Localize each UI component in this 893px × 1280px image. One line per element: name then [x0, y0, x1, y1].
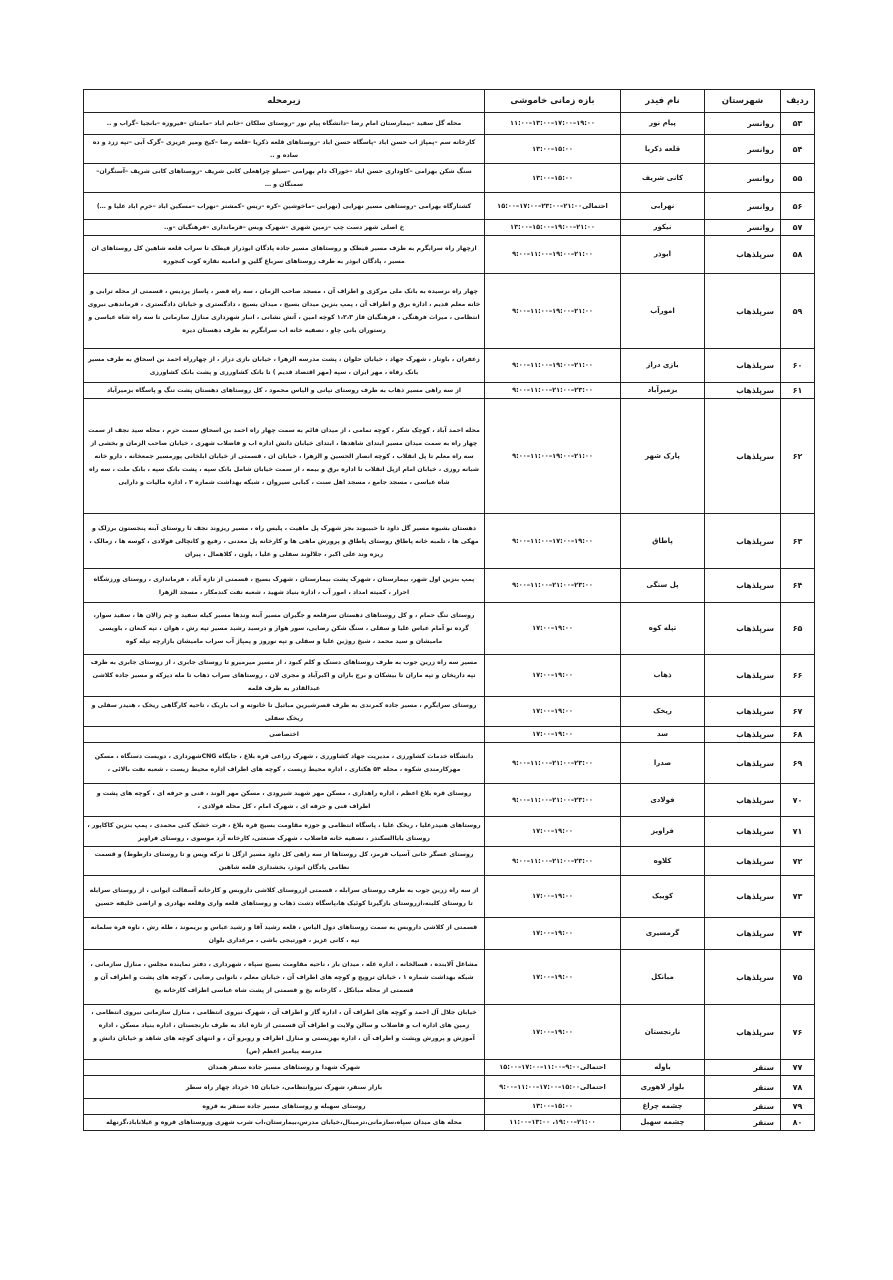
- table-row: [84, 1115, 815, 1131]
- time-range-cell: ۱۵:۰۰–۱۳:۰۰: [485, 1099, 621, 1115]
- time-range-cell: ۱۹:۰۰–۱۷:۰۰: [485, 1005, 621, 1060]
- city-cell: روانسر: [705, 135, 781, 164]
- time-range-cell: ۱۹:۰۰–۱۷:۰۰: [485, 697, 621, 727]
- feeder-cell: سد: [621, 727, 705, 743]
- city-cell: سنقر: [705, 1115, 781, 1131]
- outage-schedule-table: [83, 89, 815, 1131]
- table-row: [84, 569, 815, 603]
- feeder-cell: بازی دراز: [621, 349, 705, 383]
- area-cell: دانشگاه خدمات کشاورزی ، مدیریت جهاد کشاورزی ، شهرک زراعی قره بلاغ ، جایگاه CNGشهرداری ، دویست دستگاه ، مسکن مهرکارمندی شکوه ، محله ۵۴ هکتاری ، اداره محیط زیست ، کوچه های اطراف اداره محیط زیست ، شعبه نفت بالائی ،: [84, 743, 485, 784]
- time-range-cell: ۱۹:۰۰–۱۷:۰۰–۱۳:۰۰–۱۱:۰۰: [485, 113, 621, 135]
- city-cell: سرپلذهاب: [705, 399, 781, 514]
- feeder-cell: پل سنگی: [621, 569, 705, 603]
- feeder-cell: بلوار لاهوری: [621, 1076, 705, 1099]
- row-number: ۶۷: [781, 697, 815, 727]
- outage-schedule-page: [83, 89, 814, 1131]
- table-row: [84, 1005, 815, 1060]
- feeder-cell: امورآب: [621, 274, 705, 349]
- row-number: ۶۰: [781, 349, 815, 383]
- table-row: [84, 743, 815, 784]
- row-number: ۶۲: [781, 399, 815, 514]
- area-cell: شهرک شهدا و روستاهای مسیر جاده سنقر همدان: [84, 1060, 485, 1076]
- table-row: [84, 847, 815, 876]
- time-range-cell: ۲۳:۰۰–۲۱:۰۰–۱۱:۰۰–۹:۰۰: [485, 383, 621, 399]
- row-number: ۵۸: [781, 236, 815, 274]
- table-row: [84, 950, 815, 1005]
- row-number: ۶۴: [781, 569, 815, 603]
- feeder-cell: فولادی: [621, 784, 705, 817]
- feeder-cell: صدرا: [621, 743, 705, 784]
- area-cell: محله گل سفید –بیمارستان امام رضا –دانشگاه پیام نور –روستای سلکان –خانم اباد –مامتان –فیروزه –بانجیا –گراب و ..: [84, 113, 485, 135]
- feeder-cell: ذهاب: [621, 655, 705, 697]
- row-number: ۸۰: [781, 1115, 815, 1131]
- area-cell: روستای قره بلاغ اعظم ، اداره راهداری ، مسکن مهر شهید شیرودی ، مسکن مهر الوند ، فنی و حرفه ای ، کوچه های پشت و اطراف فنی و حرفه ای ، شهرک امام ، کل محله فولادی ،: [84, 784, 485, 817]
- table-row: [84, 349, 815, 383]
- area-cell: روستای سهبله و روستاهای مسیر جاده سنقر به قروه: [84, 1099, 485, 1115]
- table-row: [84, 697, 815, 727]
- table-row: [84, 784, 815, 817]
- table-row: [84, 383, 815, 399]
- area-cell: روستای عسگر خانی آسیاب قرمز، کل روستاها از سه راهی کل داود مسیر ازگل تا ترکه ویس و تا روستای دارطوط) و قسمت نظامی پادگان ابوذر، بخشداری قلعه شاهین: [84, 847, 485, 876]
- city-cell: سرپلذهاب: [705, 847, 781, 876]
- row-number: ۷۵: [781, 950, 815, 1005]
- header-num: ردیف: [781, 90, 815, 113]
- city-cell: سنقر: [705, 1076, 781, 1099]
- feeder-cell: کانی شریف: [621, 164, 705, 193]
- table-row: [84, 399, 815, 514]
- table-row: [84, 918, 815, 950]
- area-cell: محله های میدان سپاه،سازمانی،ترمینال،خیابان مدرس،بیمارستان،اب شرب شهری وروستاهای قروه و غیلاناباد،گزنهله: [84, 1115, 485, 1131]
- time-range-cell: ۲۳:۰۰–۲۱:۰۰–۱۱:۰۰–۹:۰۰: [485, 847, 621, 876]
- area-cell: بازار سنقر، شهرک نیروانتظامی، خیابان ۱۵ خرداد چهار راه سطر: [84, 1076, 485, 1099]
- feeder-cell: فراویز: [621, 817, 705, 847]
- feeder-cell: چشمه چراغ: [621, 1099, 705, 1115]
- area-cell: روستای تنگ حمام ، و کل روستاهای دهستان سرقلعه و جگیران مسیر آبنه وندها مسیر کیله سفید و چم زالان ها ، سفید سوار، گرده نو آمام عباس علیا و سفلی ، سنگ شکن رضایی، سور هوار و درسید رشید مسیر تپه رش ، هوان ، تپه کنعان ، باویسی مامیشان و سید محمد ، شیخ روژین علیا و سفلی و تپه نوروز و پمپاژ آب سراب مامیشان بازارچه تپله کوه: [84, 603, 485, 655]
- city-cell: سرپلذهاب: [705, 817, 781, 847]
- time-range-cell: احتمالی۲۱:۰۰–۲۳:۰۰–۱۷:۰۰–۱۵:۰۰: [485, 193, 621, 220]
- area-cell: خیابان جلال آل احمد و کوچه های اطراف آن ، اداره گاز و اطراف آن ، شهرک نیروی انتظامی ، منازل سازمانی نیروی انتظامی ، زمین های اداره اب و فاضلاب و سالن ولایت و اطراف آن قسمتی از تازه اباد به طرف نارنجستان ، اداره بنیاد مسکن ، اداره آموزش و پرورش وپشت و اطراف آن ، اداره بهزیستی و منازل اطراف و روبرو آن ، و انتهای کوچه های شاهد و خیابان دانش و مدرسه پیامبر اعظم (ص): [84, 1005, 485, 1060]
- feeder-cell: کوییک: [621, 876, 705, 918]
- city-cell: سرپلذهاب: [705, 876, 781, 918]
- time-range-cell: ۲۱:۰۰–۱۹:۰۰–۱۱:۰۰–۹:۰۰: [485, 399, 621, 514]
- area-cell: خ اصلی شهر دست چپ –زمین شهری –شهرک ویس –فرمانداری –فرهنگیان –و..: [84, 220, 485, 236]
- city-cell: سرپلذهاب: [705, 569, 781, 603]
- table-row: [84, 727, 815, 743]
- feeder-cell: پارک شهر: [621, 399, 705, 514]
- area-cell: پمپ بنزین اول شهر، بیمارستان ، شهرک پشت بیمارستان ، شهرک بسیج ، قسمتی از تازه آباد ، فرمانداری ، روستای ورزشگاه احرار ، کمیته امداد ، امور آب ، اداره بنیاد شهید ، شعبه نفت کندمکار ، مسجد الزهرا: [84, 569, 485, 603]
- time-range-cell: ۲۱:۰۰–۱۹:۰۰–۱۵:۰۰–۱۳:۰۰: [485, 220, 621, 236]
- area-cell: زعفران ، باونار ، شهرک جهاد ، خیابان حلوان ، پشت مدرسه الزهرا ، خیابان بازی دراز ، از چهارراه احمد بن اسحاق به طرف مسیر بانک رفاه ، مهر ایران ، سپه (مهر اقتصاد قدیم ) تا بانک کشاورزی و پشت بانک کشاورزی: [84, 349, 485, 383]
- city-cell: سرپلذهاب: [705, 950, 781, 1005]
- table-row: [84, 1076, 815, 1099]
- area-cell: مشاغل آلاینده ، قسالخانه ، اداره غله ، میدان بار ، ناحیه مقاومت بسیج سپاه ، شهرداری ، دفتر نماینده مجلس ، منازل سازمانی ، شبکه بهداشت شماره ۱ ، خیابان ترویج و کوچه های اطراف آن ، خیابان معلم ، نانوایی رضایی ، کوچه های پشت و اطراف آن و قسمتی از محله مبانکل ، کارخانه یخ و قسمتی از پشت شاه عباسی اطراف کارخانه یخ: [84, 950, 485, 1005]
- area-cell: دهستان بشیوه مسیر گل داود تا حبیبوند بجز شهرک پل ماهیت ، پلیس راه ، مسیر ریزوند نجف تا روستای آبنه پنجستون برزلک و مهکی ها ، تلمبه خانه پاطاق روستای پاطاق و پرورش ماهی ها و کارخانه پل معدنی ، رفیع و کانچالی فولادی ، کوسه ها ، زمالک ، ریزه وند علی اکبر ، جلالوند سفلی و علیا ، پلون ، کلاهمال ، پیران: [84, 514, 485, 569]
- table-row: [84, 603, 815, 655]
- feeder-cell: مبانکل: [621, 950, 705, 1005]
- time-range-cell: ۱۹:۰۰–۱۷:۰۰: [485, 817, 621, 847]
- time-range-cell: ۲۱:۰۰–۱۹:۰۰–۱۱:۰۰–۹:۰۰: [485, 236, 621, 274]
- row-number: ۷۱: [781, 817, 815, 847]
- feeder-cell: گرمسیری: [621, 918, 705, 950]
- city-cell: روانسر: [705, 193, 781, 220]
- area-cell: سنگ شکن بهرامی –کاوداری حسن اباد –خوراک دام بهرامی –سیلو چراهعلی کانی شریف –روستاهای کانی شریف –آسنگران– سمنگان و …: [84, 164, 485, 193]
- area-cell: ازچهار راه سرابگرم به طرف مسیر قیطک و روستاهای مسیر جاده پادگان ابوذراز قیطک تا سراب قلعه شاهین کل روستاهای ان مسیر ، پادگان ابوذر به طرف روستاهای سرباغ گلین و امامیه نقاره کوب کنجوره: [84, 236, 485, 274]
- city-cell: سرپلذهاب: [705, 655, 781, 697]
- table-row: [84, 220, 815, 236]
- row-number: ۷۸: [781, 1076, 815, 1099]
- row-number: ۶۶: [781, 655, 815, 697]
- feeder-cell: بزمیرآباد: [621, 383, 705, 399]
- row-number: ۷۷: [781, 1060, 815, 1076]
- city-cell: سرپلذهاب: [705, 603, 781, 655]
- feeder-cell: کلاوه: [621, 847, 705, 876]
- row-number: ۶۵: [781, 603, 815, 655]
- time-range-cell: ۱۵:۰۰–۱۳:۰۰: [485, 135, 621, 164]
- header-time: بازه زمانی خاموشی: [485, 90, 621, 113]
- time-range-cell: ۲۱:۰۰–۱۹:۰۰، ۱۳:۰۰–۱۱:۰۰: [485, 1115, 621, 1131]
- area-cell: محله احمد آباد ، کوچک شکر ، کوچه تمامی ، از میدان قائم به سمت چهار راه احمد بن اسحاق سمت حرم ، محله سید نجف از سمت چهار راه به سمت میدان مسیر ابتدای شاهدها ، ابتدای خیابان دانش اداره اب و فاضلاب شهری ، خیابان صاحب الزمان و بخشی از سه راه معلم تا پل انقلاب ، کوچه انصار الحسین و الزهرا ، خیابان ان ، قسمتی از خیابان ابلخانی پورمسیر جمعخانه ، دارو خانه شبانه روزی ، خیابان امام ازپل انقلاب تا اداره برق و بیمه ، از سمت خیابان شامل بانک سپه ، پشت بانک سپه ، بانک ملت ، سه راه شاه عباسی ، مسجد جامع ، مسجد اهل سنت ، کبابی سیروان ، شبکه بهداشت شماره ۲ ، اداره مالیات و دارایی: [84, 399, 485, 514]
- row-number: ۷۳: [781, 876, 815, 918]
- table-row: [84, 655, 815, 697]
- time-range-cell: ۱۹:۰۰–۱۷:۰۰: [485, 876, 621, 918]
- time-range-cell: ۲۳:۰۰–۲۱:۰۰–۱۱:۰۰–۹:۰۰: [485, 743, 621, 784]
- table-row: [84, 164, 815, 193]
- table-row: [84, 113, 815, 135]
- city-cell: سرپلذهاب: [705, 697, 781, 727]
- row-number: ۶۹: [781, 743, 815, 784]
- row-number: ۷۹: [781, 1099, 815, 1115]
- feeder-cell: نیکور: [621, 220, 705, 236]
- table-row: [84, 236, 815, 274]
- table-row: [84, 1099, 815, 1115]
- area-cell: روستای سرابگرم ، مسیر جاده کمرندی به طرف قصرشیرین مباتیل تا خانوته و اب باریک ، تاحیه کارگاهی ریخک ، هنیدر سفلی و ریخک سفلی: [84, 697, 485, 727]
- area-cell: کشتارگاه بهرامی –روستاهی مسیر نهرابی (نهرابی –ماخوشین –کره –ریس –کمشتر –نهراب –مسکین اباد –خرم اباد علیا و …): [84, 193, 485, 220]
- row-number: ۷۴: [781, 918, 815, 950]
- table-row: [84, 514, 815, 569]
- table-header-row: [84, 90, 815, 113]
- feeder-cell: قلعه ذکریا: [621, 135, 705, 164]
- feeder-cell: چشمه سهیل: [621, 1115, 705, 1131]
- table-row: [84, 193, 815, 220]
- time-range-cell: ۱۹:۰۰–۱۷:۰۰: [485, 918, 621, 950]
- row-number: ۶۳: [781, 514, 815, 569]
- feeder-cell: ابوذر: [621, 236, 705, 274]
- row-number: ۶۱: [781, 383, 815, 399]
- row-number: ۵۵: [781, 164, 815, 193]
- city-cell: سرپلذهاب: [705, 236, 781, 274]
- area-cell: روستاهای هنیدرعلیا ، ریخک علیا ، پاسگاه انتظامی و حوزه مقاومت بسیج قره بلاغ ، فرت خشک کنی محمدی ، پمپ بنزین کاکاپور ، روستای باباالسکندر ، تصفیه خانه فاضلاب ، شهرک صنعتی، کارخانه آرد موسوی ، روستای فراویز: [84, 817, 485, 847]
- city-cell: سنقر: [705, 1099, 781, 1115]
- feeder-cell: نارنجستان: [621, 1005, 705, 1060]
- city-cell: سرپلذهاب: [705, 383, 781, 399]
- time-range-cell: ۲۱:۰۰–۱۹:۰۰–۱۱:۰۰–۹:۰۰: [485, 349, 621, 383]
- row-number: ۷۰: [781, 784, 815, 817]
- feeder-cell: باوله: [621, 1060, 705, 1076]
- area-cell: از سه راهی مسیر ذهاب به طرف روستای تپانی و الیاس محمود ، کل روستاهای دهستان پشت تنگ و پاسگاه بزمیرآباد: [84, 383, 485, 399]
- city-cell: سرپلذهاب: [705, 743, 781, 784]
- time-range-cell: ۱۹:۰۰–۱۷:۰۰: [485, 603, 621, 655]
- row-number: ۵۶: [781, 193, 815, 220]
- city-cell: سنقر: [705, 1060, 781, 1076]
- time-range-cell: ۲۳:۰۰–۲۱:۰۰–۱۱:۰۰–۹:۰۰: [485, 569, 621, 603]
- area-cell: از سه راه زرین جوب به طرف روستای سرابله ، قسمتی ازروستای کلاشی داروبس و کارخانه آسفالت ایوانی ، از روستای سرابله تا روستای کلینه،ازروستای بازگیرتا کوئیک ها،پاسگاه دشت ذهاب و روستاهای قلعه واری وقلعه بهادری و اراضی خلیفه حسین: [84, 876, 485, 918]
- city-cell: سرپلذهاب: [705, 349, 781, 383]
- time-range-cell: ۱۹:۰۰–۱۷:۰۰–۱۱:۰۰–۹:۰۰: [485, 514, 621, 569]
- area-cell: کارخانه سم –پمپاژ اب حسن اباد –پاسگاه حسن اباد –روستاهای قلعه ذکریا –قلعه رضا –کیخ ومیر عزیزی –گرک آبی –تپه زرد و ده ساده و ..: [84, 135, 485, 164]
- feeder-cell: پاطاق: [621, 514, 705, 569]
- header-city: شهرستان: [705, 90, 781, 113]
- time-range-cell: ۱۵:۰۰–۱۳:۰۰: [485, 164, 621, 193]
- time-range-cell: ۱۹:۰۰–۱۷:۰۰: [485, 727, 621, 743]
- row-number: ۷۶: [781, 1005, 815, 1060]
- time-range-cell: ۲۱:۰۰–۱۹:۰۰–۱۱:۰۰–۹:۰۰: [485, 274, 621, 349]
- time-range-cell: ۲۳:۰۰–۲۱:۰۰–۱۱:۰۰–۹:۰۰: [485, 784, 621, 817]
- city-cell: سرپلذهاب: [705, 514, 781, 569]
- city-cell: سرپلذهاب: [705, 918, 781, 950]
- area-cell: مسیر سه راه زرین جوب به طرف روستاهای دستک و کلم کبود ، از مسیر میرمیرو تا روستای جابری ، از روستای جابری به طرف تپه داریخان و تپه ماران تا بیشکان و برج باران و اکبرآباد و مجری لان ، روستاهای سراب ذهاب تا مله دیزکه و مسیر جاده کلاشی عبدالقادر به طرف قلمه: [84, 655, 485, 697]
- city-cell: سرپلذهاب: [705, 727, 781, 743]
- city-cell: روانسر: [705, 220, 781, 236]
- time-range-cell: احتمالی۱۵:۰۰–۱۷:۰۰–۱۱:۰۰–۹:۰۰: [485, 1076, 621, 1099]
- feeder-cell: پیام نور: [621, 113, 705, 135]
- area-cell: قسمتی از کلاشی داروبس به سمت روستاهای دول الیاس ، قلعه رشید آقا و رشید عباس و بریموند ، طله رش ، ناوه فره سلمانه تپه ، کانی عزیز ، قورتیجی باشی ، مرغداری بلوان: [84, 918, 485, 950]
- city-cell: سرپلذهاب: [705, 784, 781, 817]
- city-cell: روانسر: [705, 113, 781, 135]
- table-row: [84, 817, 815, 847]
- city-cell: سرپلذهاب: [705, 1005, 781, 1060]
- table-row: [84, 1060, 815, 1076]
- city-cell: سرپلذهاب: [705, 274, 781, 349]
- row-number: ۵۹: [781, 274, 815, 349]
- time-range-cell: ۱۹:۰۰–۱۷:۰۰: [485, 950, 621, 1005]
- row-number: ۵۳: [781, 113, 815, 135]
- feeder-cell: نهرابی: [621, 193, 705, 220]
- area-cell: اختصاصی: [84, 727, 485, 743]
- row-number: ۷۲: [781, 847, 815, 876]
- area-cell: چهار راه نرسیده به بانک ملی مرکزی و اطراف آن ، مسجد صاحب الزمان ، سه راه قصر ، پاساژ پردیس ، قسمتی از محله ترابی و خانه معلم قدیم ، اداره برق و اطراف آن ، پمپ بنزین میدان بسیج ، میدان بسیج ، دادگستری و خیابان دادگستری ، فرماندهی نیروی انتظامی ، میراث فرهنگی ، فرهنگیان فاز ۱،۲،۳ کوچه امین ، آتش نشانی ، انبار شهرداری منازل سازمانی تا سه راه شاه عباسی و رستوران بانی چاو ، تصفیه خانه اب سرابگرم به طرف دهستان دیره: [84, 274, 485, 349]
- city-cell: روانسر: [705, 164, 781, 193]
- table-row: [84, 135, 815, 164]
- time-range-cell: احتمالی۹:۰۰–۱۱:۰۰–۱۷:۰۰–۱۵:۰۰: [485, 1060, 621, 1076]
- feeder-cell: ریخک: [621, 697, 705, 727]
- row-number: ۶۸: [781, 727, 815, 743]
- time-range-cell: ۱۹:۰۰–۱۷:۰۰: [485, 655, 621, 697]
- table-row: [84, 876, 815, 918]
- header-feeder: نام فیدر: [621, 90, 705, 113]
- row-number: ۵۴: [781, 135, 815, 164]
- header-area: زیرمحله: [84, 90, 485, 113]
- table-row: [84, 274, 815, 349]
- row-number: ۵۷: [781, 220, 815, 236]
- feeder-cell: تپله کوه: [621, 603, 705, 655]
